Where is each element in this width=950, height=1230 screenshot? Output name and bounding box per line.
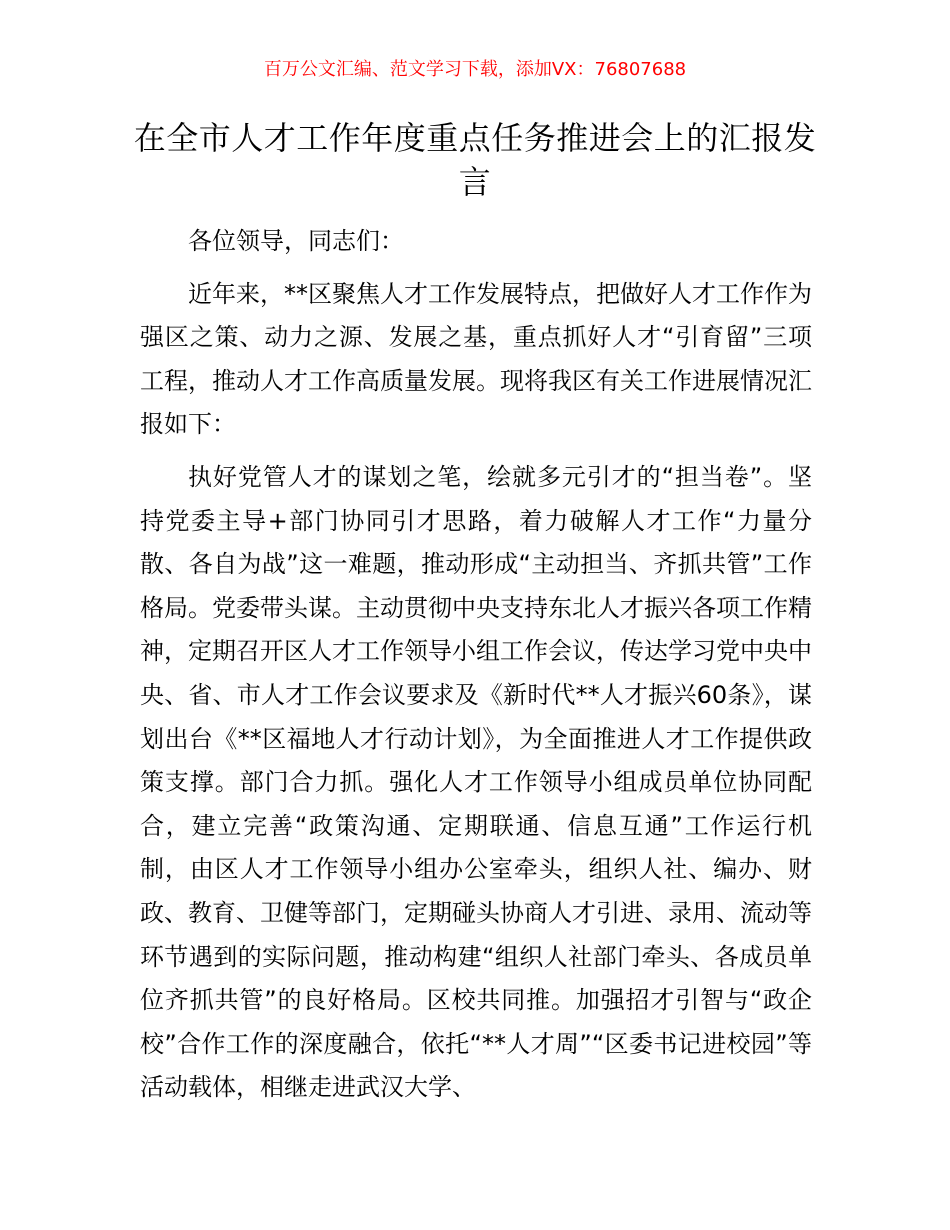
- paragraph-intro: 近年来，**区聚焦人才工作发展特点，把做好人才工作作为强区之策、动力之源、发展之基，重点抓好人才“引育留”三项工程，推动人才工作高质量发展。现将我区有关工作进展情况汇报如下：: [140, 279, 812, 439]
- document-body: [140, 220, 812, 1119]
- paragraph-talent-planning: 执好党管人才的谋划之笔，绘就多元引才的“担当卷”。坚持党委主导+部门协同引才思路，着力破解人才工作“力量分散、各自为战”这一难题，推动形成“主动担当、齐抓共管”工作格局。党委带头谋。主动贯彻中央支持东北人才振兴各项工作精神，定期召开区人才工作领导小组工作会议，传达学习党中央中央、省、市人才工作会议要求及《新时代**人才振兴60条》，谋划出台《**区福地人才行动计划》，为全面推进人才工作提供政策支撑。部门合力抓。强化人才工作领导小组成员单位协同配合，建立完善“政策沟通、定期联通、信息互通”工作运行机制，由区人才工作领导小组办公室牵头，组织人社、编办、财政、教育、卫健等部门，定期碰头协商人才引进、录用、流动等环节遇到的实际问题，推动构建“组织人社部门牵头、各成员单位齐抓共管”的良好格局。区校共同推。加强招才引智与“政企校”合作工作的深度融合，依托“**人才周”“区委书记进校园”等活动载体，相继走进武汉大学、: [140, 462, 812, 1102]
- document-title: 在全市人才工作年度重点任务推进会上的汇报发言: [133, 119, 817, 201]
- greeting: 各位领导，同志们：: [188, 227, 404, 255]
- watermark-banner: 百万公文汇编、范文学习下载，添加VX：76807688: [263, 59, 687, 80]
